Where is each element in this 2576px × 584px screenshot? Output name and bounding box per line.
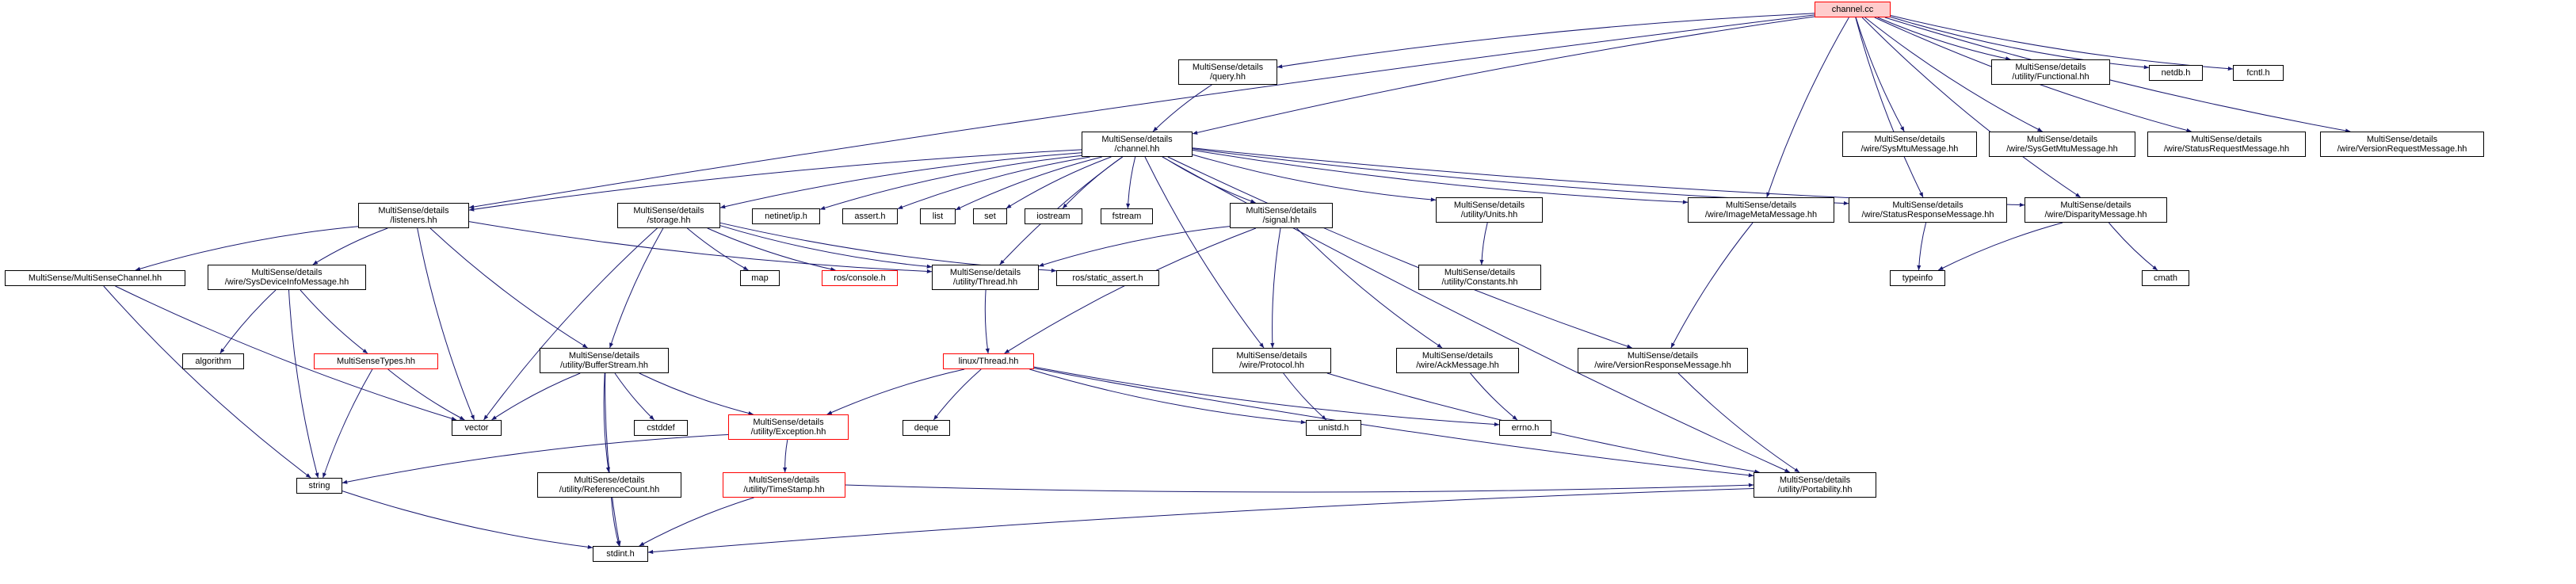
graph-node-bufferstream_hh[interactable]: MultiSense/details /utility/BufferStream.hh [540,348,669,373]
graph-node-timestamp_hh[interactable]: MultiSense/details /utility/TimeStamp.hh [723,472,845,498]
edge-channel_cc-to-sysmtu_hh [1856,17,1904,132]
edge-channel_hh-to-protocol_hh [1145,157,1264,348]
graph-node-stdint_h[interactable]: stdint.h [593,546,648,562]
edge-storage_hh-to-map [687,228,748,270]
graph-node-storage_hh[interactable]: MultiSense/details /storage.hh [617,203,720,228]
edge-channel_cc-to-imagemeta_hh [1767,17,1849,197]
graph-node-netdb_h[interactable]: netdb.h [2149,65,2203,81]
edge-multisensechannel_hh-to-string [104,286,311,478]
graph-node-multisensechannel_hh[interactable]: MultiSense/MultiSenseChannel.hh [5,270,185,286]
graph-node-unistd_h[interactable]: unistd.h [1306,420,1361,436]
edge-channel_cc-to-statusresp_hh [1856,17,1923,197]
graph-node-errno_h[interactable]: errno.h [1499,420,1551,436]
graph-node-statusreq_hh[interactable]: MultiSense/details /wire/StatusRequestMessage.hh [2147,132,2306,157]
edge-sysdeviceinfo_hh-to-string [289,290,319,478]
graph-node-vector[interactable]: vector [452,420,502,436]
graph-node-versionresp_hh[interactable]: MultiSense/details /wire/VersionResponseMessage.hh [1578,348,1748,373]
edge-channel_hh-to-set [1006,157,1112,208]
edge-protocol_hh-to-unistd_h [1284,373,1326,420]
graph-node-channel_hh[interactable]: MultiSense/details /channel.hh [1082,132,1193,157]
graph-node-ros_console_h[interactable]: ros/console.h [822,270,898,286]
graph-node-sysdeviceinfo_hh[interactable]: MultiSense/details /wire/SysDeviceInfoMessage.hh [208,265,366,290]
graph-node-list[interactable]: list [920,208,956,224]
graph-node-protocol_hh[interactable]: MultiSense/details /wire/Protocol.hh [1212,348,1331,373]
graph-node-refcount_hh[interactable]: MultiSense/details /utility/ReferenceCount.hh [537,472,681,498]
edge-disparity_hh-to-typeinfo [1938,223,2063,270]
edge-linux_thread_hh-to-errno_h [1034,367,1499,425]
edge-portability_hh-to-stdint_h [648,489,1754,553]
edge-sysdeviceinfo_hh-to-algorithm [220,290,276,353]
graph-node-ackmessage_hh[interactable]: MultiSense/details /wire/AckMessage.hh [1396,348,1519,373]
edge-signal_hh-to-protocol_hh [1273,228,1280,348]
edge-multisensetypes_hh-to-vector [388,369,465,420]
edge-signal_hh-to-thread_hh [1039,227,1230,266]
graph-node-deque[interactable]: deque [903,420,950,436]
graph-node-fcntl_h[interactable]: fcntl.h [2233,65,2284,81]
edge-timestamp_hh-to-stdint_h [639,498,754,546]
edge-exception_hh-to-timestamp_hh [785,440,788,472]
edge-sysdeviceinfo_hh-to-multisensetypes_hh [300,290,368,353]
edge-channel_hh-to-fstream [1128,157,1135,208]
edge-ackmessage_hh-to-errno_h [1471,373,1517,420]
graph-node-set[interactable]: set [973,208,1007,224]
graph-node-constants_hh[interactable]: MultiSense/details /utility/Constants.hh [1418,265,1541,290]
edge-bufferstream_hh-to-refcount_hh [604,373,609,472]
edge-bufferstream_hh-to-cstddef [615,373,654,420]
edge-channel_hh-to-signal_hh [1162,157,1255,203]
edge-listeners_hh-to-multisensechannel_hh [135,227,358,270]
graph-node-cstddef[interactable]: cstddef [634,420,688,436]
edge-storage_hh-to-ros_console_h [708,228,836,270]
edge-channel_hh-to-units_hh [1193,155,1436,200]
edge-listeners_hh-to-sysdeviceinfo_hh [313,228,387,265]
graph-node-multisensetypes_hh[interactable]: MultiSenseTypes.hh [314,353,438,369]
graph-node-netinet_ip_h[interactable]: netinet/ip.h [752,208,820,224]
graph-node-exception_hh[interactable]: MultiSense/details /utility/Exception.hh [728,414,849,440]
graph-node-listeners_hh[interactable]: MultiSense/details /listeners.hh [358,203,469,228]
edge-linux_thread_hh-to-deque [933,369,981,420]
graph-node-statusresp_hh[interactable]: MultiSense/details /wire/StatusResponseMessage.hh [1849,197,2007,223]
edge-channel_hh-to-listeners_hh [469,150,1082,210]
edge-units_hh-to-constants_hh [1482,223,1487,265]
edge-listeners_hh-to-thread_hh [469,222,932,272]
edge-channel_cc-to-channel_hh [1193,17,1815,134]
edge-linux_thread_hh-to-portability_hh [1034,368,1754,476]
graph-node-linux_thread_hh[interactable]: linux/Thread.hh [943,353,1034,369]
edge-linux_thread_hh-to-unistd_h [1029,369,1306,422]
edge-channel_hh-to-imagemeta_hh [1193,150,1688,202]
graph-node-iostream[interactable]: iostream [1025,208,1082,224]
graph-node-typeinfo[interactable]: typeinfo [1890,270,1945,286]
edge-channel_cc-to-disparity_hh [1862,17,2081,197]
graph-node-units_hh[interactable]: MultiSense/details /utility/Units.hh [1436,197,1543,223]
graph-node-sysgetmtu_hh[interactable]: MultiSense/details /wire/SysGetMtuMessage.hh [1989,132,2135,157]
graph-node-assert_h[interactable]: assert.h [842,208,898,224]
edge-bufferstream_hh-to-vector [491,373,580,420]
edge-timestamp_hh-to-portability_hh [845,485,1754,492]
graph-node-algorithm[interactable]: algorithm [182,353,244,369]
graph-node-versionreq_hh[interactable]: MultiSense/details /wire/VersionRequestMessage.hh [2320,132,2484,157]
edge-query_hh-to-channel_hh [1153,85,1212,132]
edge-listeners_hh-to-bufferstream_hh [430,228,588,348]
graph-node-thread_hh[interactable]: MultiSense/details /utility/Thread.hh [932,265,1039,290]
graph-node-cmath[interactable]: cmath [2142,270,2189,286]
graph-node-functional_hh[interactable]: MultiSense/details /utility/Functional.hh [1991,59,2110,85]
edge-bufferstream_hh-to-stdint_h [605,373,620,546]
edge-channel_hh-to-versionresp_hh [1168,157,1632,348]
edge-disparity_hh-to-cmath [2109,223,2157,270]
edge-storage_hh-to-bufferstream_hh [610,228,663,348]
edge-refcount_hh-to-stdint_h [612,498,620,546]
graph-node-static_assert_h[interactable]: ros/static_assert.h [1056,270,1159,286]
edge-linux_thread_hh-to-exception_hh [827,369,964,414]
edge-channel_cc-to-functional_hh [1878,17,2011,59]
edge-channel_cc-to-query_hh [1277,13,1815,67]
edge-channel_hh-to-list [956,157,1102,210]
graph-node-imagemeta_hh[interactable]: MultiSense/details /wire/ImageMetaMessage.hh [1688,197,1834,223]
edge-channel_cc-to-listeners_hh [469,15,1815,208]
edge-channel_hh-to-netinet_ip_h [820,155,1082,209]
graph-node-map[interactable]: map [740,270,780,286]
edge-versionresp_hh-to-portability_hh [1678,373,1799,472]
graph-node-fstream[interactable]: fstream [1101,208,1153,224]
edge-channel_hh-to-assert_h [898,157,1090,209]
edge-imagemeta_hh-to-versionresp_hh [1671,223,1753,348]
edge-signal_hh-to-linux_thread_hh [1005,228,1256,353]
graph-node-signal_hh[interactable]: MultiSense/details /signal.hh [1230,203,1333,228]
graph-node-string[interactable]: string [296,478,342,494]
graph-node-sysmtu_hh[interactable]: MultiSense/details /wire/SysMtuMessage.hh [1842,132,1977,157]
edge-string-to-stdint_h [342,491,593,548]
graph-node-disparity_hh[interactable]: MultiSense/details /wire/DisparityMessage.hh [2025,197,2167,223]
edge-channel_hh-to-statusresp_hh [1193,149,1849,204]
edge-listeners_hh-to-vector [418,228,475,420]
edge-storage_hh-to-thread_hh [720,226,932,267]
graph-node-query_hh[interactable]: MultiSense/details /query.hh [1178,59,1277,85]
edge-channel_hh-to-iostream [1063,157,1122,208]
graph-node-portability_hh[interactable]: MultiSense/details /utility/Portability.hh [1754,472,1876,498]
edge-storage_hh-to-static_assert_h [720,223,1056,270]
edge-thread_hh-to-linux_thread_hh [985,290,988,353]
edge-channel_hh-to-storage_hh [720,153,1082,208]
edge-storage_hh-to-vector [484,228,658,420]
edge-bufferstream_hh-to-exception_hh [639,373,754,414]
edge-statusresp_hh-to-typeinfo [1919,223,1926,270]
graph-node-channel_cc[interactable]: channel.cc [1815,2,1891,17]
edge-multisensetypes_hh-to-string [323,369,372,478]
